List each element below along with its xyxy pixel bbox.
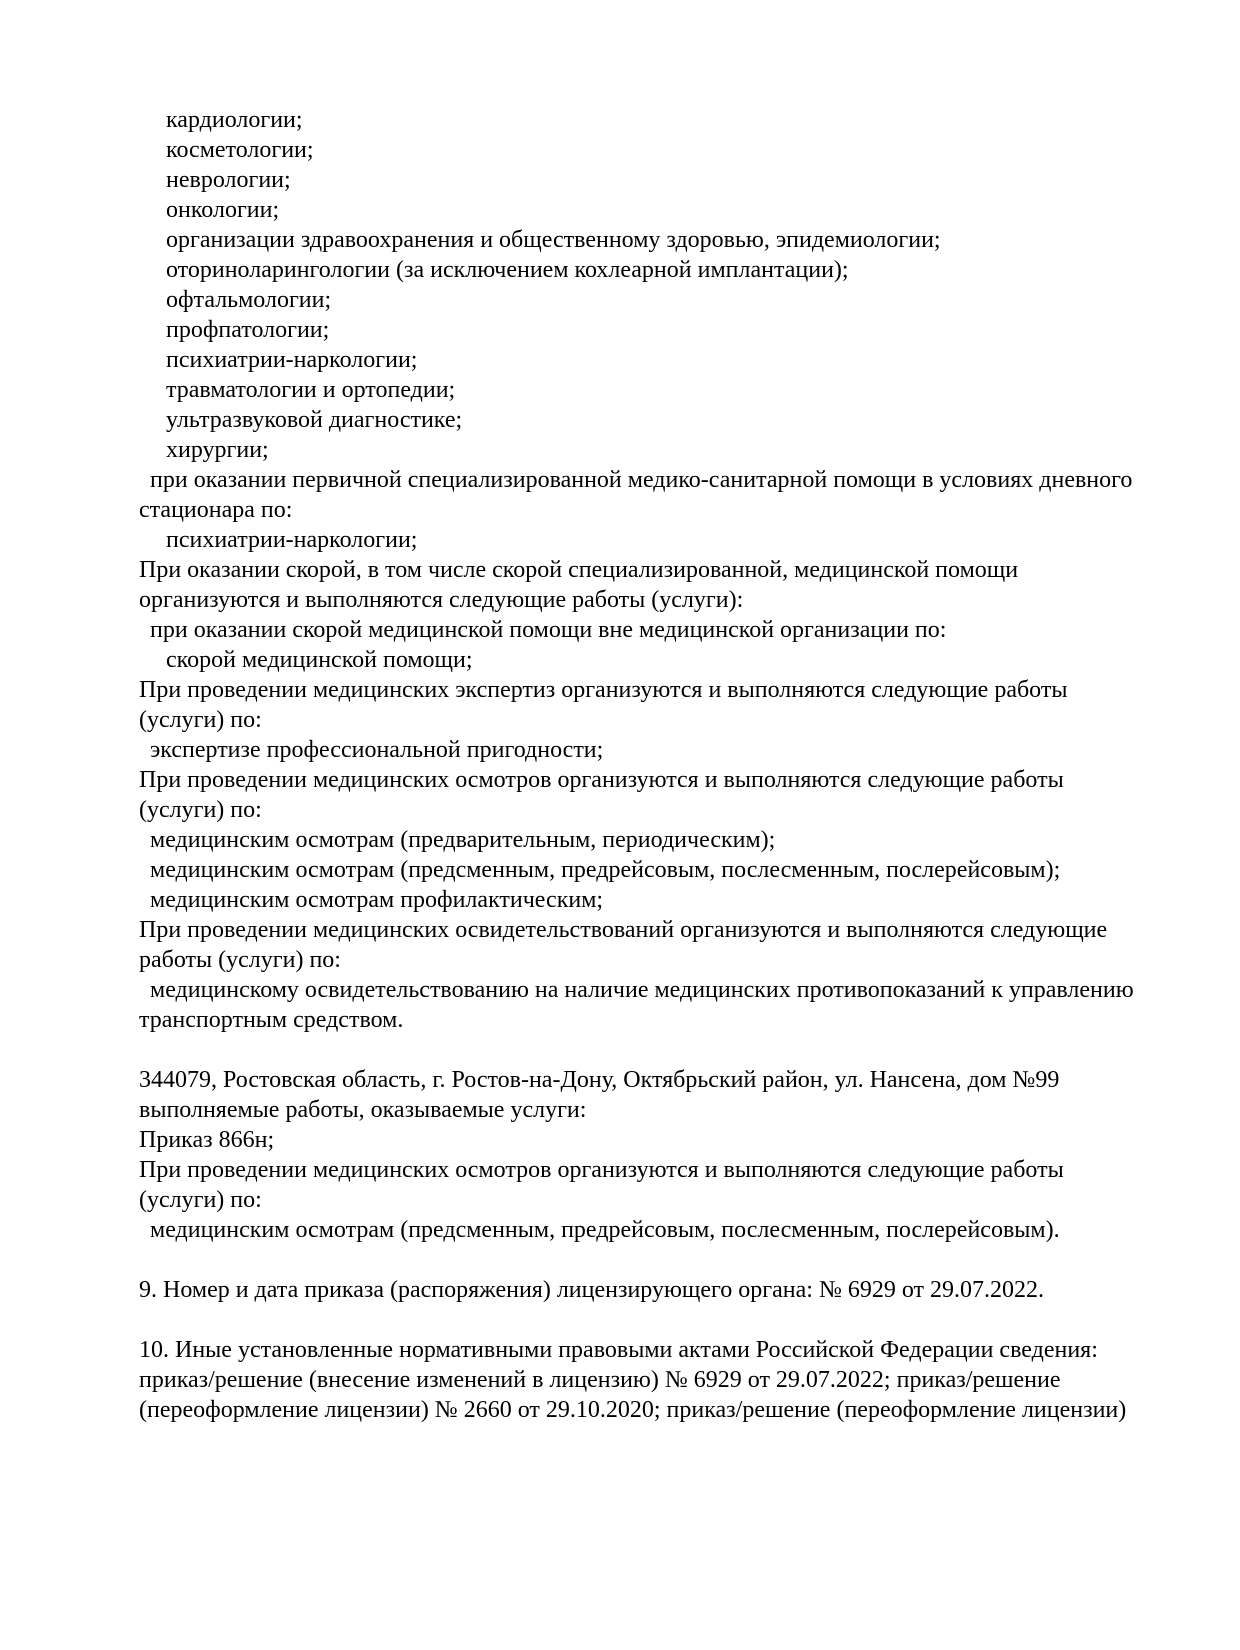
text-line: ультразвуковой диагностике; <box>166 407 463 433</box>
text-line: При проведении медицинских осмотров организуются и выполняются следующие работы <box>139 1157 1064 1183</box>
text-line: При проведении медицинских экспертиз организуются и выполняются следующие работы <box>139 677 1068 703</box>
text-line: медицинским осмотрам профилактическим; <box>150 887 604 913</box>
text-line: профпатологии; <box>166 317 330 343</box>
document-content <box>139 105 1199 1425</box>
text-line: хирургии; <box>166 437 269 463</box>
text-line: (услуги) по: <box>139 1187 262 1213</box>
text-line: медицинскому освидетельствованию на наличие медицинских противопоказаний к управлению <box>150 977 1134 1003</box>
text-line: психиатрии-наркологии; <box>166 527 418 553</box>
text-line: стационара по: <box>139 497 293 523</box>
blank-line <box>139 1245 1199 1275</box>
text-line: травматологии и ортопедии; <box>166 377 456 403</box>
text-line: (услуги) по: <box>139 797 262 823</box>
text-line: При проведении медицинских освидетельствований организуются и выполняются следующие <box>139 917 1108 943</box>
blank-line <box>139 1305 1199 1335</box>
text-line: организации здравоохранения и общественному здоровью, эпидемиологии; <box>166 227 941 253</box>
text-line: офтальмологии; <box>166 287 332 313</box>
text-line: скорой медицинской помощи; <box>166 647 473 673</box>
text-line: онкологии; <box>166 197 280 223</box>
text-line: медицинским осмотрам (предварительным, периодическим); <box>150 827 776 853</box>
text-line: 10. Иные установленные нормативными правовыми актами Российской Федерации сведения: <box>139 1337 1098 1363</box>
text-line: косметологии; <box>166 137 314 163</box>
text-line: При оказании скорой, в том числе скорой специализированной, медицинской помощи <box>139 557 1019 583</box>
text-line: (переоформление лицензии) № 2660 от 29.10.2020; приказ/решение (переоформление лицензии) <box>139 1397 1127 1423</box>
text-line: кардиологии; <box>166 107 303 133</box>
text-line: оториноларингологии (за исключением кохлеарной имплантации); <box>166 257 849 283</box>
text-line: при оказании первичной специализированной медико-санитарной помощи в условиях дневного <box>150 467 1133 493</box>
text-line: при оказании скорой медицинской помощи вне медицинской организации по: <box>150 617 947 643</box>
text-line: (услуги) по: <box>139 707 262 733</box>
text-line: психиатрии-наркологии; <box>166 347 418 373</box>
text-line: приказ/решение (внесение изменений в лицензию) № 6929 от 29.07.2022; приказ/решение <box>139 1367 1061 1393</box>
blank-line <box>139 1035 1199 1065</box>
text-line: медицинским осмотрам (предсменным, предрейсовым, послесменным, послерейсовым). <box>150 1217 1060 1243</box>
text-line: транспортным средством. <box>139 1007 404 1033</box>
text-line: Приказ 866н; <box>139 1127 275 1153</box>
text-line: организуются и выполняются следующие работы (услуги): <box>139 587 744 613</box>
text-line: выполняемые работы, оказываемые услуги: <box>139 1097 587 1123</box>
text-line: медицинским осмотрам (предсменным, предрейсовым, послесменным, послерейсовым); <box>150 857 1061 883</box>
text-line: 9. Номер и дата приказа (распоряжения) лицензирующего органа: № 6929 от 29.07.2022. <box>139 1277 1045 1303</box>
text-line: работы (услуги) по: <box>139 947 341 973</box>
text-line: неврологии; <box>166 167 291 193</box>
text-line: экспертизе профессиональной пригодности; <box>150 737 604 763</box>
text-line: 344079, Ростовская область, г. Ростов-на-Дону, Октябрьский район, ул. Нансена, дом №99 <box>139 1067 1060 1093</box>
text-line: При проведении медицинских осмотров организуются и выполняются следующие работы <box>139 767 1064 793</box>
